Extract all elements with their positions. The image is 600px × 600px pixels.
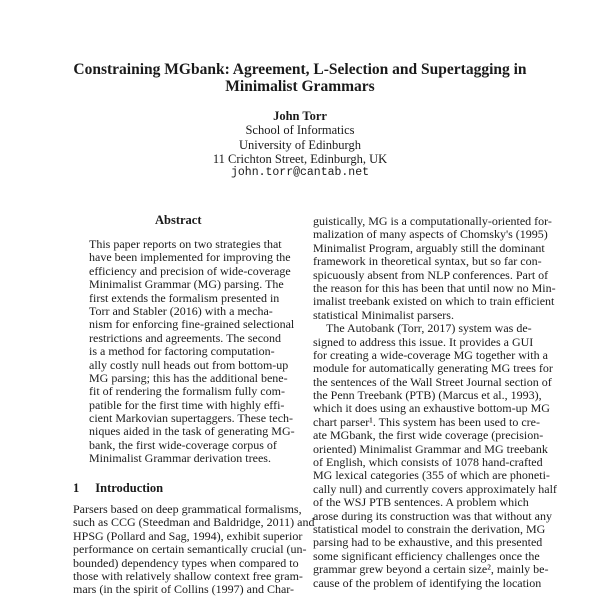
text-line: The Autobank (Torr, 2017) system was de-	[326, 321, 532, 336]
text-line: fit of rendering the formalism fully com-	[89, 384, 285, 399]
text-line: Parsers based on deep grammatical formalisms,	[73, 502, 302, 516]
text-line: parsing had to be exhaustive, and this presented	[313, 535, 543, 550]
text-line: arose during its construction was that without any	[313, 508, 552, 523]
text-line: oriented) Minimalist Grammar and MG treebank	[313, 441, 548, 456]
text-line: module for automatically generating MG trees for	[313, 361, 553, 376]
text-line: Minimalist Grammar derivation trees.	[89, 451, 271, 466]
text-line: statistical Minimalist parsers.	[313, 307, 454, 322]
text-line: the reason for this has been that until now no Min-	[313, 280, 556, 295]
text-line: cally null) and currently covers approximately half	[313, 481, 557, 496]
text-line: framework in theoretical syntax, but so far con-	[313, 254, 542, 269]
text-line: Minimalist Program, arguably still the dominant	[313, 240, 545, 255]
title-line-2: Minimalist Grammars	[225, 78, 375, 95]
text-line: mars (in the spirit of Collins (1997) and Char-	[73, 582, 295, 597]
text-line: first extends the formalism presented in	[89, 290, 280, 305]
text-line: malization of many aspects of Chomsky's (1995)	[313, 227, 548, 242]
text-line: of English, which consists of 1078 hand-crafted	[313, 455, 543, 470]
author-university: University of Edinburgh	[239, 137, 361, 152]
author-name: John Torr	[273, 109, 327, 123]
introduction-body	[73, 502, 315, 597]
author-affiliation: School of Informatics	[245, 123, 355, 138]
text-line: of the WSJ PTB sentences. A problem which	[313, 495, 529, 510]
text-line: some significant efficiency challenges once the	[313, 548, 540, 563]
author-email: john.torr@cantab.net	[230, 166, 370, 180]
text-line: patible for the first time with highly effi-	[89, 397, 285, 412]
text-line: HPSG (Pollard and Sag, 1994), exhibit superior	[73, 528, 303, 543]
text-line: efficiency and precision of wide-coverage	[89, 263, 291, 278]
text-line: the sentences of the Wall Street Journal section of	[313, 374, 552, 389]
text-line: spicuously absent from NLP conferences. Part of	[313, 267, 549, 282]
text-line: guistically, MG is a computationally-oriented for-	[313, 214, 552, 228]
text-line: performance on certain semantically crucial (un-	[73, 542, 307, 557]
abstract-body	[89, 237, 295, 466]
text-line: restrictions and agreements. The second	[89, 330, 282, 345]
text-line: for creating a wide-coverage MG together with a	[313, 347, 548, 362]
text-line: is a method for factoring computation-	[89, 344, 275, 359]
text-line: have been implemented for improving the	[89, 250, 291, 265]
text-line: MG parsing; this has the additional bene-	[89, 370, 288, 385]
text-line: niques aided in the task of generating MG-	[89, 424, 295, 439]
right-column-body	[313, 214, 557, 590]
text-line: bounded) dependency types when compared to	[73, 555, 299, 570]
text-line: ate MGbank, the first wide coverage (precision-	[313, 428, 544, 443]
text-line: grammar grew beyond a certain size², mainly be-	[313, 562, 549, 577]
text-line: imalist treebank existed on which to train efficient	[313, 294, 555, 309]
abstract-heading: Abstract	[155, 213, 202, 227]
text-line: nism for enforcing fine-grained selectional	[89, 317, 295, 332]
text-line: Minimalist Grammar (MG) parsing. The	[89, 277, 284, 292]
text-line: Torr and Stabler (2016) with a mecha-	[89, 303, 273, 318]
text-line: bank, the first wide-coverage corpus of	[89, 437, 277, 452]
text-line: statistical model to constrain the derivation, MG	[313, 521, 546, 536]
text-line: which it does using an exhaustive bottom-up MG	[313, 401, 550, 416]
text-line: chart parser¹. This system has been used to cre-	[313, 414, 540, 429]
author-address: 11 Crichton Street, Edinburgh, UK	[212, 151, 388, 166]
text-line: cient Markovian supertaggers. These tech-	[89, 411, 294, 426]
section-title: Introduction	[95, 481, 164, 495]
text-line: This paper reports on two strategies that	[89, 237, 282, 251]
introduction-heading	[73, 481, 293, 496]
text-line: the Penn Treebank (PTB) (Marcus et al., 1993),	[313, 388, 542, 403]
section-number: 1	[73, 481, 80, 495]
text-line: signed to address this issue. It provides a GUI	[313, 334, 534, 349]
paper-title	[0, 61, 600, 95]
author-block	[0, 109, 600, 180]
title-line-1: Constraining MGbank: Agreement, L-Selection and Supertagging in	[73, 61, 527, 78]
text-line: those with relatively shallow context free gram-	[73, 568, 303, 583]
text-line: MG lexical categories (355 of which are phoneti-	[313, 468, 550, 483]
text-line: ally costly null heads out from bottom-up	[89, 357, 289, 372]
text-line: cause of the problem of identifying the location	[313, 575, 542, 590]
text-line: such as CCG (Steedman and Baldridge, 2011) and	[73, 515, 315, 530]
